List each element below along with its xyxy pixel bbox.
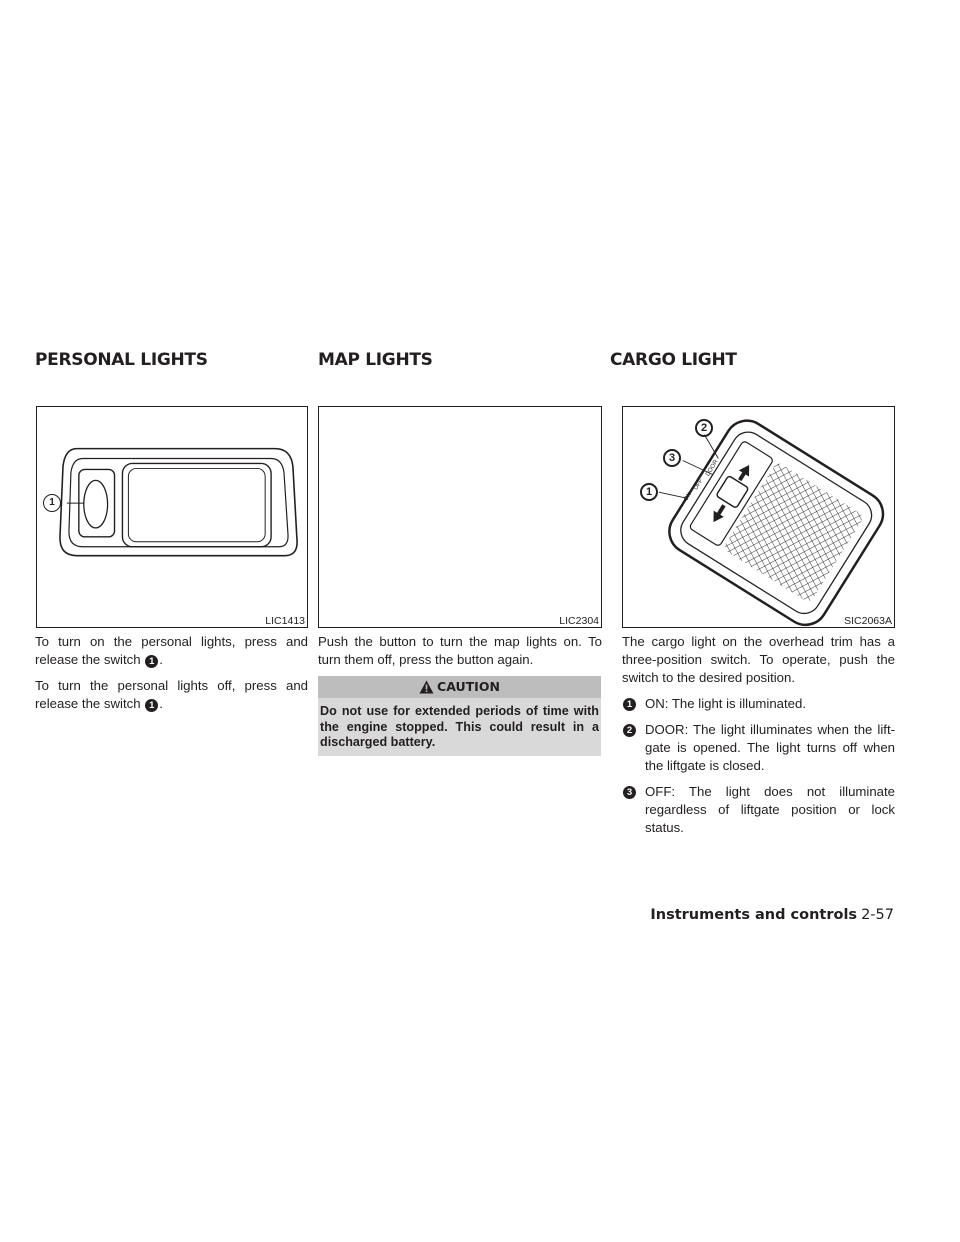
section-heading-cargo-light: CARGO LIGHT (610, 350, 737, 370)
map-lights-text (318, 633, 602, 677)
caution-heading (318, 676, 601, 698)
list-item-on (622, 695, 895, 713)
caution-body (318, 700, 601, 756)
list-item-text: ON: The light is illuminated. (645, 696, 807, 711)
page-footer (650, 907, 894, 923)
paragraph (35, 677, 308, 713)
cargo-light-illustration (623, 407, 894, 627)
list-item-door (622, 721, 895, 775)
callout-1-icon: 1 (623, 698, 636, 711)
switch-label-door: DOOR (705, 459, 720, 478)
paragraph-end: . (159, 652, 163, 667)
paragraph-text: To turn on the personal lights, press and release the switch (35, 634, 308, 667)
callout-2-icon: 2 (623, 724, 636, 737)
switch-label-off: OFF (693, 478, 705, 492)
callout-3-marker: 3 (663, 449, 681, 467)
paragraph: The cargo light on the overhead trim has a three-position switch. To operate, push the switch to the desired position. (622, 634, 895, 685)
paragraph-end: . (159, 696, 163, 711)
cargo-light-text (622, 633, 895, 845)
figure-cargo-light (622, 406, 895, 628)
callout-1-marker: 1 (640, 483, 658, 501)
page-number: 2-57 (861, 907, 894, 923)
list-item-text: OFF: The light does not illuminate regardless of liftgate position or lock status. (645, 784, 895, 835)
figure-map-lights (318, 406, 602, 628)
figure-code: LIC2304 (559, 615, 599, 627)
paragraph (35, 633, 308, 669)
footer-section-title: Instruments and controls (650, 907, 858, 923)
paragraph: Push the button to turn the map lights on. To turn them off, press the button again. (318, 634, 602, 667)
personal-lights-text (35, 633, 308, 721)
caution-text: Do not use for extended periods of time with the engine stopped. This could result in a discharged battery. (320, 704, 599, 749)
callout-2-marker: 2 (695, 419, 713, 437)
figure-personal-lights (36, 406, 308, 628)
section-heading-personal-lights: PERSONAL LIGHTS (35, 350, 208, 370)
callout-1-marker: 1 (43, 494, 61, 512)
section-heading-map-lights: MAP LIGHTS (318, 350, 433, 370)
figure-code: LIC1413 (265, 615, 305, 627)
list-item-off (622, 783, 895, 837)
paragraph-text: To turn the personal lights off, press and release the switch (35, 678, 308, 711)
list-item-text: DOOR: The light illuminates when the lift-gate is opened. The light turns off when the liftgate is closed. (645, 722, 895, 773)
personal-light-illustration (37, 407, 307, 627)
figure-code: SIC2063A (844, 615, 892, 627)
callout-1-icon: 1 (145, 699, 158, 712)
warning-icon (419, 680, 434, 694)
caution-title: CAUTION (437, 679, 500, 694)
callout-1-icon: 1 (145, 655, 158, 668)
callout-3-icon: 3 (623, 786, 636, 799)
switch-label-on: ON (683, 491, 694, 503)
